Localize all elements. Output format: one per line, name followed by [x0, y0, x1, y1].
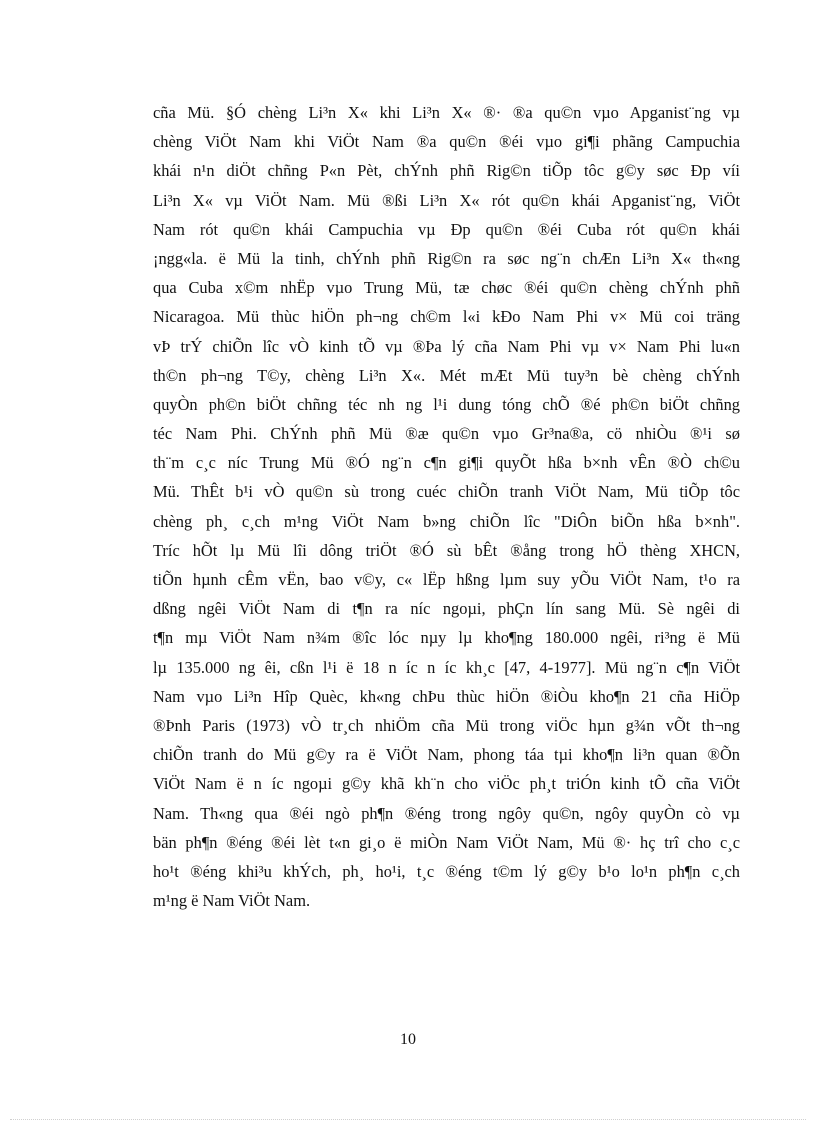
text-line: ViÖt Nam ë n íc ngoµi g©y khã kh¨n cho viÖc ph¸t triÓn kinh tÕ cña ViÖt [153, 774, 740, 794]
text-line: Nam rót qu©n khái Campuchia vµ Ðp qu©n ®éi Cuba rót qu©n khái [153, 219, 740, 239]
text-line: téc Nam Phi. ChÝnh phñ Mü ®æ qu©n vµo Gr³na®a, cö nhiÒu ®¹i sø [153, 424, 740, 444]
text-line: vÞ trÝ chiÕn lîc vÒ kinh tÕ vµ ®Þa lý cña Nam Phi vµ v× Nam Phi lu«n [153, 336, 740, 356]
text-line-last: m¹ng ë Nam ViÖt Nam. [153, 891, 311, 911]
text-line: Li³n X« vµ ViÖt Nam. Mü ®ßi Li³n X« rót qu©n khái Apganist¨ng, ViÖt [153, 190, 740, 210]
page-number: 10 [400, 1031, 416, 1048]
text-line: qua Cuba x©m nhËp vµo Trung Mü, tæ chøc ®éi qu©n chèng chÝnh phñ [153, 278, 740, 298]
text-line: ¡ngg«la. ë Mü la tinh, chÝnh phñ Rig©n ra søc ng¨n chÆn Li³n X« th«ng [153, 248, 740, 268]
text-line: Mü. ThÊt b¹i vÒ qu©n sù trong cuéc chiÕn tranh ViÖt Nam, Mü tiÕp tôc [153, 482, 740, 502]
text-line: lµ 135.000 ng êi, cßn l¹i ë 18 n íc n íc kh¸c [47, 4-1977]. Mü ng¨n c¶n ViÖt [153, 657, 740, 677]
text-line: chèng ViÖt Nam khi ViÖt Nam ®a qu©n ®éi vµo gi¶i phãng Campuchia [153, 132, 740, 152]
text-line: th©n ph¬ng T©y, chèng Li³n X«. Mét mÆt Mü tuy³n bè chèng chÝnh [153, 365, 740, 385]
text-line: th¨m c¸c níc Trung Mü ®Ó ng¨n c¶n gi¶i quyÕt hßa b×nh vÊn ®Ò ch©u [153, 453, 740, 473]
text-line: Nicaragoa. Mü thùc hiÖn ph¬ng ch©m l«i kÐo Nam Phi v× Mü coi träng [153, 307, 740, 327]
text-line: chèng ph¸ c¸ch m¹ng ViÖt Nam b»ng chiÕn lîc "DiÔn biÕn hßa b×nh". [153, 511, 740, 531]
text-line: ho¹t ®éng khi³u khÝch, ph¸ ho¹i, t¸c ®éng t©m lý g©y b¹o lo¹n ph¶n c¸ch [153, 861, 740, 881]
text-line: chiÕn tranh do Mü g©y ra ë ViÖt Nam, phong táa tµi kho¶n li³n quan ®Õn [153, 745, 740, 765]
text-line: dßng ngêi ViÖt Nam di t¶n ra níc ngoµi, phÇn lín sang Mü. Sè ngêi di [153, 599, 740, 619]
text-line: bän ph¶n ®éng ®éi lèt t«n gi¸o ë miÒn Nam ViÖt Nam, Mü ®· hç trî cho c¸c [153, 832, 740, 852]
body-text [153, 98, 740, 915]
text-line: ®Þnh Paris (1973) vÒ tr¸ch nhiÖm cña Mü trong viÖc hµn g¾n vÕt th¬ng [153, 715, 740, 735]
text-line: Nam vµo Li³n Hîp Quèc, kh«ng chÞu thùc hiÖn ®iÒu kho¶n 21 cña HiÖp [153, 686, 740, 706]
text-line: quyÒn ph©n biÖt chñng téc nh ng l¹i dung tóng chÕ ®é ph©n biÖt chñng [153, 394, 740, 414]
text-line: tiÕn hµnh cÊm vËn, bao v©y, c« lËp hßng lµm suy yÕu ViÖt Nam, t¹o ra [153, 570, 740, 589]
text-line: Nam. Th«ng qua ®éi ngò ph¶n ®éng trong ngôy qu©n, ngôy quyÒn cò vµ [153, 803, 740, 823]
text-line: t¶n mµ ViÖt Nam n¾m ®îc lóc nµy lµ kho¶ng 180.000 ngêi, ri³ng ë Mü [153, 628, 740, 648]
text-line: cña Mü. §Ó chèng Li³n X« khi Li³n X« ®· ®a qu©n vµo Apganist¨ng vµ [153, 103, 740, 122]
page-bottom-divider [10, 1119, 806, 1120]
text-line: khái n¹n diÖt chñng P«n Pèt, chÝnh phñ Rig©n tiÕp tôc g©y søc Ðp víi [153, 161, 740, 181]
text-line: Tríc hÕt lµ Mü lîi dông triÖt ®Ó sù bÊt ®ång trong hÖ thèng XHCN, [153, 540, 740, 560]
